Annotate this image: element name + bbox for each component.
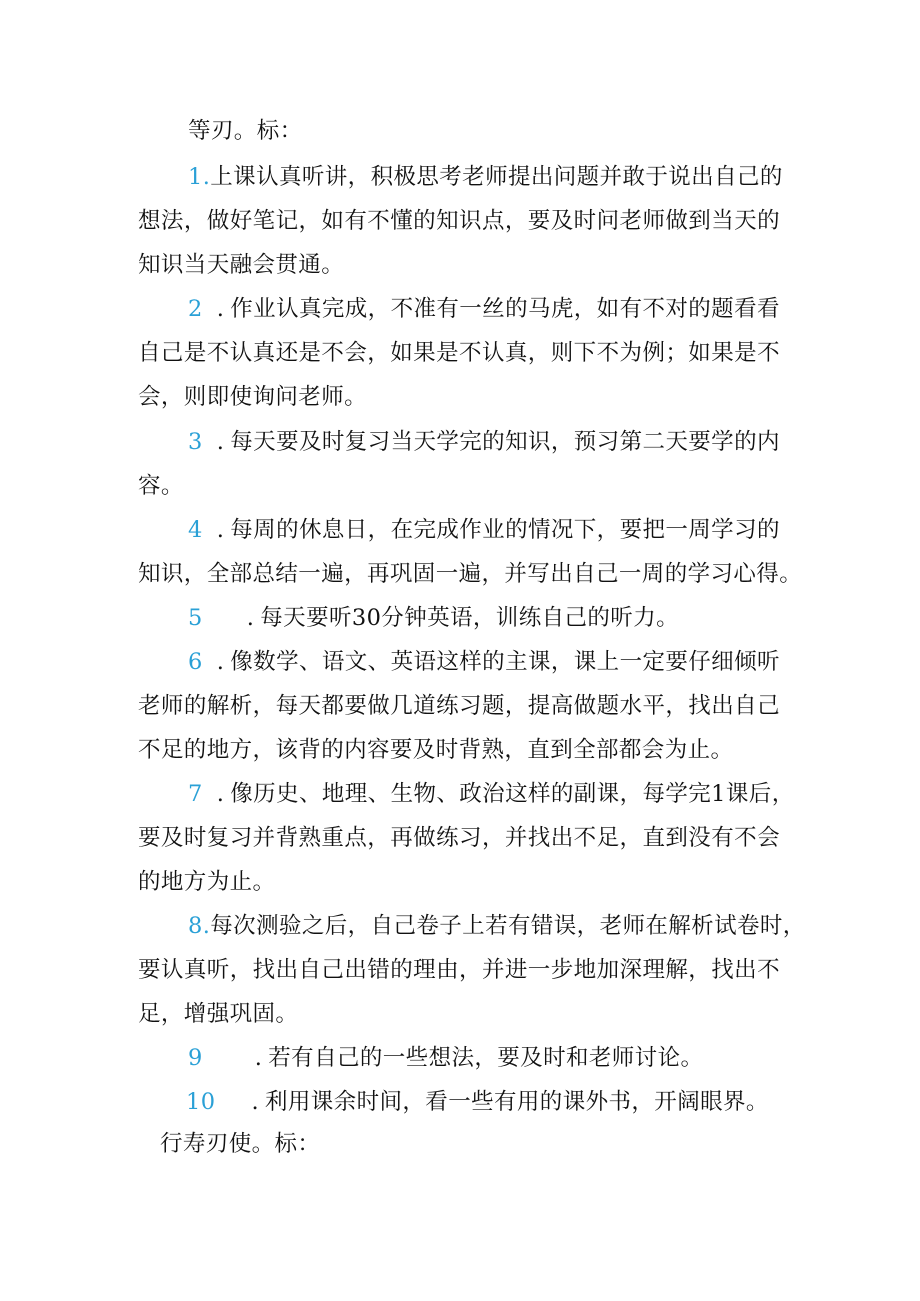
- outro-heading: 行寿刃使。标：: [160, 1131, 321, 1157]
- item-text: 每次测验之后，自己卷子上若有错误，老师在解析试卷时，: [210, 913, 806, 939]
- item-number: 7: [188, 781, 203, 807]
- list-item-4-line-2: 知识，全部总结一遍，再巩固一遍，并写出自己一周的学习心得。: [138, 561, 803, 587]
- item-separator: .: [216, 517, 225, 543]
- list-item-8-line-3: 足，增强巩固。: [138, 1001, 299, 1027]
- item-text: 每周的休息日，在完成作业的情况下，要把一周学习的: [230, 517, 780, 543]
- item-separator: .: [216, 781, 225, 807]
- item-number: 1.: [188, 164, 211, 190]
- list-item-8-line-1: [188, 911, 806, 941]
- list-item-2-line-2: 自己是不认真还是不会，如果是不认真，则下不为例；如果是不: [138, 340, 780, 366]
- list-item-7-line-2: 要及时复习并背熟重点，再做练习，并找出不足，直到没有不会: [138, 825, 780, 851]
- list-item-6-line-1: [188, 647, 780, 677]
- item-text: 作业认真完成，不准有一丝的马虎，如有不对的题看看: [230, 296, 780, 322]
- item-text: 每天要及时复习当天学完的知识，预习第二天要学的内: [230, 429, 780, 455]
- item-text: 像数学、语文、英语这样的主课，课上一定要仔细倾听: [230, 649, 780, 675]
- item-text: 像历史、地理、生物、政治这样的副课，每学完1课后，: [230, 781, 795, 807]
- list-item-9-line-1: [188, 1043, 703, 1073]
- item-number: 8.: [188, 913, 211, 939]
- intro-heading: 等刃。标：: [188, 118, 303, 144]
- item-text: 若有自己的一些想法，要及时和老师讨论。: [268, 1045, 704, 1071]
- item-text: 每天要听30分钟英语，训练自己的听力。: [260, 605, 680, 631]
- list-item-3-line-2: 容。: [138, 473, 184, 499]
- list-item-6-line-2: 老师的解析，每天都要做几道练习题，提高做题水平，找出自己: [138, 693, 780, 719]
- list-item-2-line-1: [188, 294, 780, 324]
- item-number: 9: [188, 1045, 203, 1071]
- item-separator: .: [216, 429, 225, 455]
- list-item-7-line-3: 的地方为止。: [138, 869, 276, 895]
- list-item-4-line-1: [188, 515, 780, 545]
- list-item-1-line-1: [188, 162, 783, 192]
- list-item-1-line-2: 想法，做好笔记，如有不懂的知识点，要及时问老师做到当天的: [138, 208, 780, 234]
- list-item-5-line-1: [188, 603, 679, 633]
- item-number: 10: [186, 1089, 216, 1115]
- item-text: 上课认真听讲，积极思考老师提出问题并敢于说出自己的: [210, 164, 783, 190]
- list-item-7-line-1: [188, 779, 795, 809]
- item-separator: .: [216, 296, 225, 322]
- list-item-3-line-1: [188, 427, 780, 457]
- list-item-8-line-2: 要认真听，找出自己出错的理由，并进一步地加深理解，找出不: [138, 957, 780, 983]
- list-item-1-line-3: 知识当天融会贯通。: [138, 252, 345, 278]
- item-separator: .: [216, 649, 225, 675]
- item-separator: .: [251, 1089, 259, 1115]
- item-number: 6: [188, 649, 203, 675]
- list-item-10-line-1: [186, 1087, 769, 1117]
- list-item-6-line-3: 不足的地方，该背的内容要及时背熟，直到全部都会为止。: [138, 737, 734, 763]
- item-number: 3: [188, 429, 203, 455]
- item-separator: .: [254, 1045, 263, 1071]
- item-separator: .: [246, 605, 255, 631]
- item-text: 利用课余时间，看一些有用的课外书，开阔眼界。: [265, 1089, 769, 1115]
- item-number: 2: [188, 296, 203, 322]
- list-item-2-line-3: 会，则即使询问老师。: [138, 384, 368, 410]
- item-number: 4: [188, 517, 203, 543]
- item-number: 5: [188, 605, 203, 631]
